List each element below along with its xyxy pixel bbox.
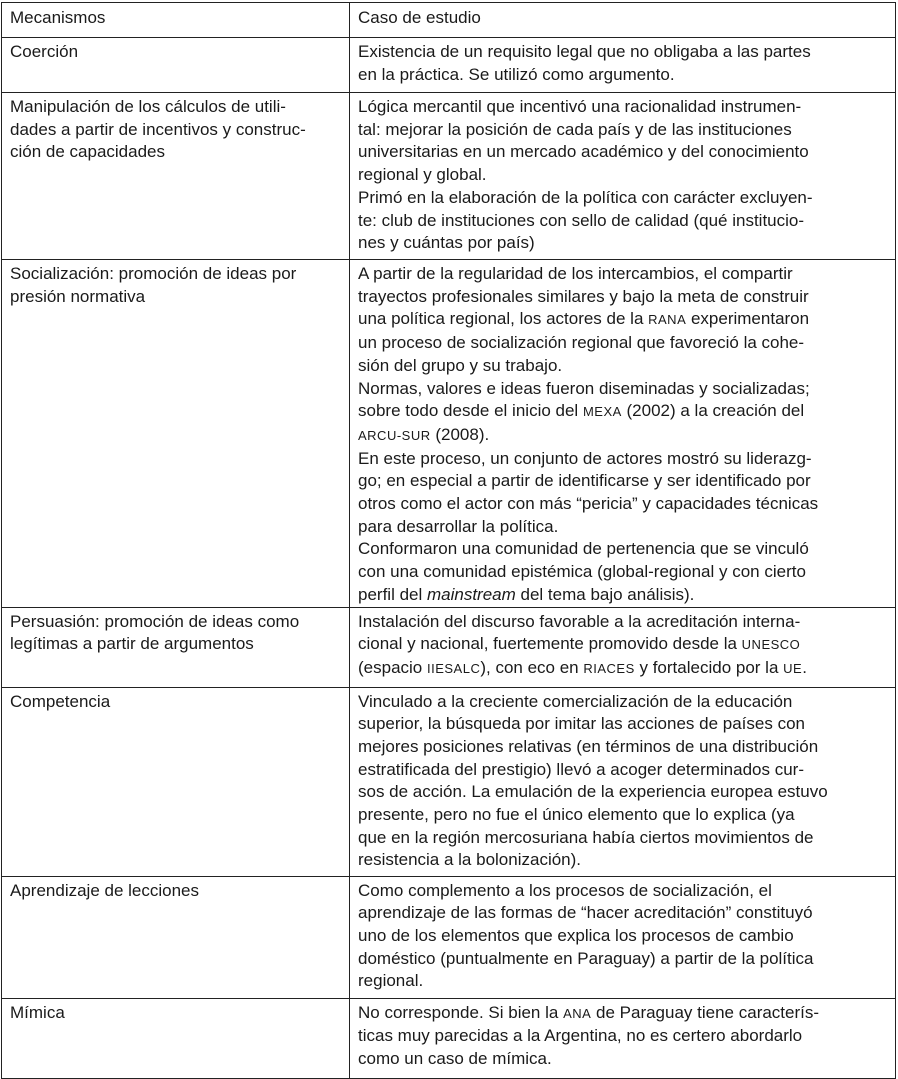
text-line: sos de acción. La emulación de la experiencia europea estuvo bbox=[358, 782, 828, 802]
mechanism-cell bbox=[2, 687, 350, 876]
case-study-cell bbox=[350, 998, 896, 1078]
text-line: estratificada del prestigio) llevó a acoger determinados cur- bbox=[358, 759, 805, 779]
table-row bbox=[2, 687, 896, 876]
text-line: trayectos profesionales similares y bajo la meta de construir bbox=[358, 286, 809, 306]
text-line: en la práctica. Se utilizó como argumento. bbox=[358, 64, 675, 84]
text-line: otros como el actor con más “pericia” y capacidades técnicas bbox=[358, 494, 819, 514]
text-line: resistencia a la bolonización). bbox=[358, 850, 582, 870]
case-study-cell bbox=[350, 93, 896, 260]
text-line: perfil del mainstream del tema bajo análisis). bbox=[358, 584, 695, 604]
text-line: Persuasión: promoción de ideas como bbox=[10, 611, 300, 631]
table-row bbox=[2, 876, 896, 998]
text-line: un proceso de socialización regional que favoreció la cohe- bbox=[358, 333, 805, 353]
text-line: No corresponde. Si bien la ANA de Paraguay tiene caracterís- bbox=[358, 1002, 820, 1022]
text-line: aprendizaje de las formas de “hacer acreditación” constituyó bbox=[358, 903, 813, 923]
text-line: ción de capacidades bbox=[10, 142, 166, 162]
mechanism-cell bbox=[2, 260, 350, 608]
header-mechanisms: Mecanismos bbox=[2, 3, 350, 38]
text-line: ARCU-SUR (2008). bbox=[358, 424, 490, 444]
text-line: go; en especial a partir de identificarse y ser identificado por bbox=[358, 471, 811, 491]
text-line: Como complemento a los procesos de socialización, el bbox=[358, 880, 772, 900]
text-line: Coerción bbox=[10, 42, 79, 61]
table-row bbox=[2, 93, 896, 260]
text-line: presión normativa bbox=[10, 286, 146, 306]
text-line: Manipulación de los cálculos de utili- bbox=[10, 97, 286, 116]
text-line: para desarrollar la política. bbox=[358, 516, 559, 536]
case-study-cell bbox=[350, 38, 896, 93]
text-line: cional y nacional, fuertemente promovido desde la UNESCO bbox=[358, 634, 801, 654]
header-case-study: Caso de estudio bbox=[350, 3, 896, 38]
text-line: sobre todo desde el inicio del MEXA (2002) a la creación del bbox=[358, 401, 805, 421]
table-header-row bbox=[2, 3, 896, 38]
text-line: nes y cuántas por país) bbox=[358, 233, 535, 253]
text-line: En este proceso, un conjunto de actores mostró su liderazg- bbox=[358, 448, 812, 468]
table-row bbox=[2, 38, 896, 93]
text-line: Competencia bbox=[10, 691, 111, 711]
text-line: regional. bbox=[358, 971, 424, 991]
text-line: A partir de la regularidad de los intercambios, el compartir bbox=[358, 264, 793, 283]
text-line: Socialización: promoción de ideas por bbox=[10, 264, 297, 283]
text-line: ticas muy parecidas a la Argentina, no es certero abordarlo bbox=[358, 1026, 803, 1046]
text-line: legítimas a partir de argumentos bbox=[10, 634, 254, 654]
text-line: uno de los elementos que explica los procesos de cambio bbox=[358, 925, 794, 945]
text-line: una política regional, los actores de la RANA experimentaron bbox=[358, 309, 810, 329]
text-line: Mímica bbox=[10, 1002, 65, 1022]
text-line: sión del grupo y su trabajo. bbox=[358, 355, 563, 375]
text-line: doméstico (puntualmente en Paraguay) a partir de la política bbox=[358, 948, 814, 968]
text-line: regional y global. bbox=[358, 165, 487, 185]
text-line: como un caso de mímica. bbox=[358, 1048, 552, 1068]
mechanisms-table bbox=[1, 2, 896, 1079]
text-line: te: club de instituciones con sello de calidad (qué institucio- bbox=[358, 210, 805, 230]
text-line: con una comunidad epistémica (global-regional y con cierto bbox=[358, 562, 806, 582]
table-row bbox=[2, 607, 896, 687]
mechanism-cell bbox=[2, 38, 350, 93]
text-line: Conformaron una comunidad de pertenencia que se vinculó bbox=[358, 539, 809, 559]
text-line: superior, la búsqueda por imitar las acciones de países con bbox=[358, 714, 805, 734]
text-line: mejores posiciones relativas (en términos de una distribución bbox=[358, 736, 819, 756]
case-study-cell bbox=[350, 876, 896, 998]
table-row bbox=[2, 998, 896, 1078]
text-line: Normas, valores e ideas fueron diseminadas y socializadas; bbox=[358, 378, 810, 398]
text-line: que en la región mercosuriana había ciertos movimientos de bbox=[358, 827, 814, 847]
text-line: universitarias en un mercado académico y del conocimiento bbox=[358, 142, 809, 162]
text-line: tal: mejorar la posición de cada país y de las instituciones bbox=[358, 119, 792, 139]
case-study-cell bbox=[350, 260, 896, 608]
text-line: dades a partir de incentivos y construc- bbox=[10, 119, 306, 139]
case-study-cell bbox=[350, 687, 896, 876]
case-study-cell bbox=[350, 607, 896, 687]
mechanism-cell bbox=[2, 876, 350, 998]
text-line: Lógica mercantil que incentivó una racionalidad instrumen- bbox=[358, 97, 802, 116]
text-line: Primó en la elaboración de la política con carácter excluyen- bbox=[358, 187, 813, 207]
mechanism-cell bbox=[2, 607, 350, 687]
mechanism-cell bbox=[2, 93, 350, 260]
text-line: presente, pero no fue el único elemento que lo explica (ya bbox=[358, 805, 795, 825]
text-line: (espacio IIESALC), con eco en RIACES y fortalecido por la UE. bbox=[358, 657, 807, 677]
table-row bbox=[2, 260, 896, 608]
text-line: Vinculado a la creciente comercialización de la educación bbox=[358, 691, 793, 711]
text-line: Aprendizaje de lecciones bbox=[10, 880, 200, 900]
text-line: Existencia de un requisito legal que no obligaba a las partes bbox=[358, 42, 811, 61]
text-line: Instalación del discurso favorable a la acreditación interna- bbox=[358, 611, 801, 631]
mechanism-cell bbox=[2, 998, 350, 1078]
